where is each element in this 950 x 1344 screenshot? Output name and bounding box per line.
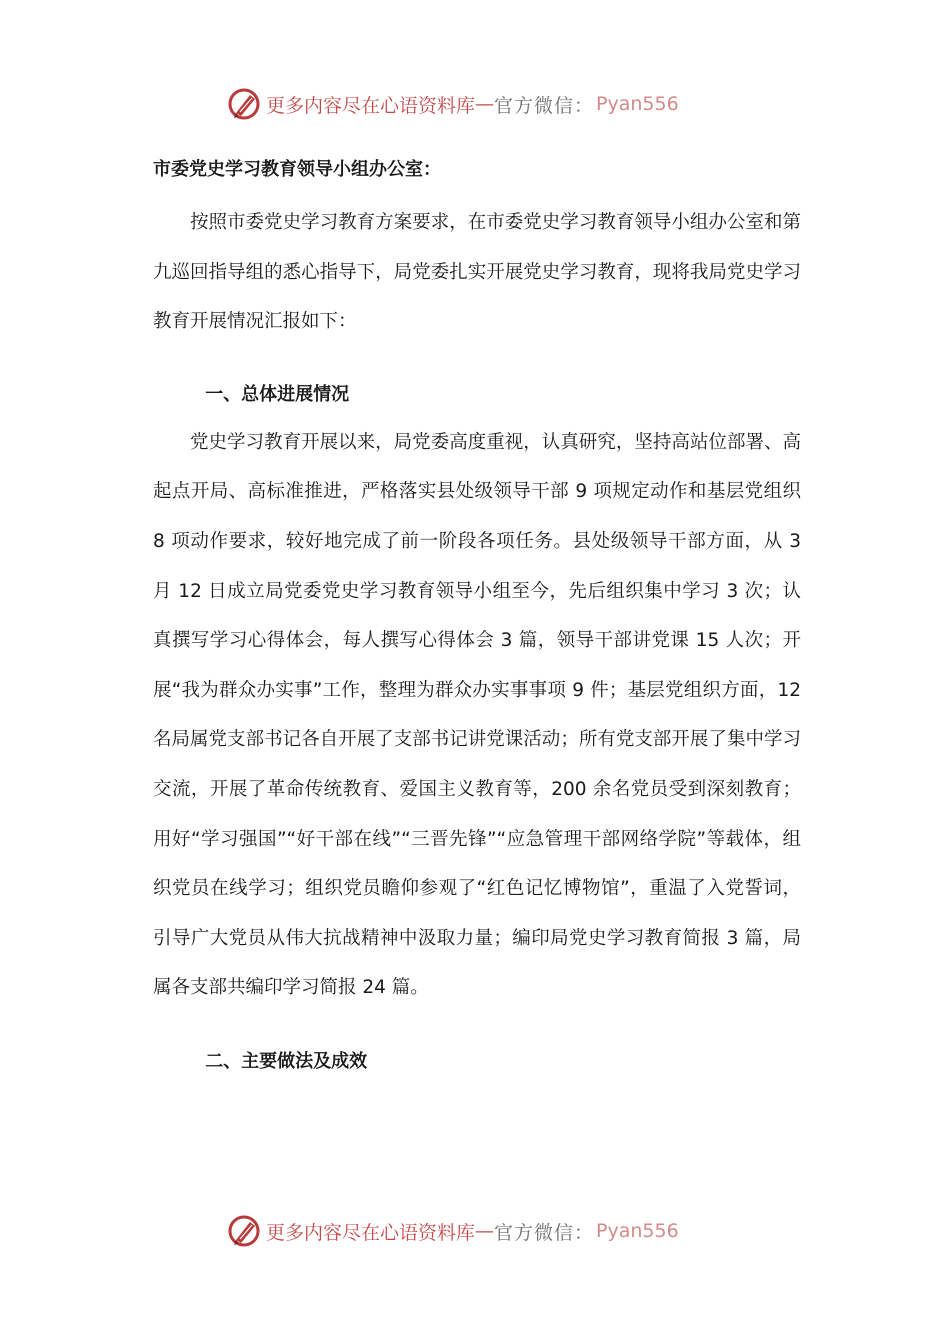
section-1-paragraph: 党史学习教育开展以来，局党委高度重视，认真研究，坚持高站位部署、高起点开局、高标准推进，严格落实县处级领导干部 9 项规定动作和基层党组织 8 项动作要求，较好地完成了前一阶段各项任务。县处级领导干部方面，从 3 月 12 日成立局党委党史学习教育领导小组至今，先后组织集中学习 3 次；认真撰写学习心得体会，每人撰写心得体会 3 篇，领导干部讲党课 15 人次；开展“我为群众办实事”工作，整理为群众办实事事项 9 件；基层党组织方面，12 名局属党支部书记各自开展了支部书记讲党课活动；所有党支部开展了集中学习交流，开展了革命传统教育、爱国主义教育等，200 余名党员受到深刻教育；用好“学习强国”“好干部在线”“三晋先锋”“应急管理干部网络学院”等载体，组织党员在线学习；组织党员瞻仰参观了“红色记忆博物馆”，重温了入党誓词，引导广大党员从伟大抗战精神中汲取力量；编印局党史学习教育简报 3 篇，局属各支部共编印学习简报 24 篇。	[153, 431, 801, 999]
banner-separator: —	[475, 93, 495, 115]
banner-wechat-label: 官方微信：	[494, 1221, 595, 1244]
addressee: 市委党史学习教育领导小组办公室：	[153, 159, 441, 180]
banner-text: 更多内容尽在心语资料库	[266, 94, 476, 117]
document-body	[153, 150, 801, 1082]
intro-paragraph: 按照市委党史学习教育方案要求，在市委党史学习教育领导小组办公室和第九巡回指导组的悉心指导下，局党委扎实开展党史学习教育，现将我局党史学习教育开展情况汇报如下：	[153, 212, 801, 333]
watermark-banner-bottom	[226, 1211, 679, 1251]
section-2-heading: 二、主要做法及成效	[205, 1050, 368, 1072]
banner-text: 更多内容尽在心语资料库	[266, 1221, 476, 1244]
pen-nib-circle-icon	[226, 86, 262, 122]
banner-wechat-id: Pyan556	[596, 93, 679, 115]
banner-wechat-id: Pyan556	[596, 1220, 679, 1242]
section-1-heading: 一、总体进展情况	[205, 383, 350, 405]
pen-nib-circle-icon	[226, 1213, 262, 1249]
banner-separator: —	[475, 1220, 495, 1242]
watermark-banner-top	[226, 84, 679, 124]
banner-wechat-label: 官方微信：	[494, 94, 595, 117]
